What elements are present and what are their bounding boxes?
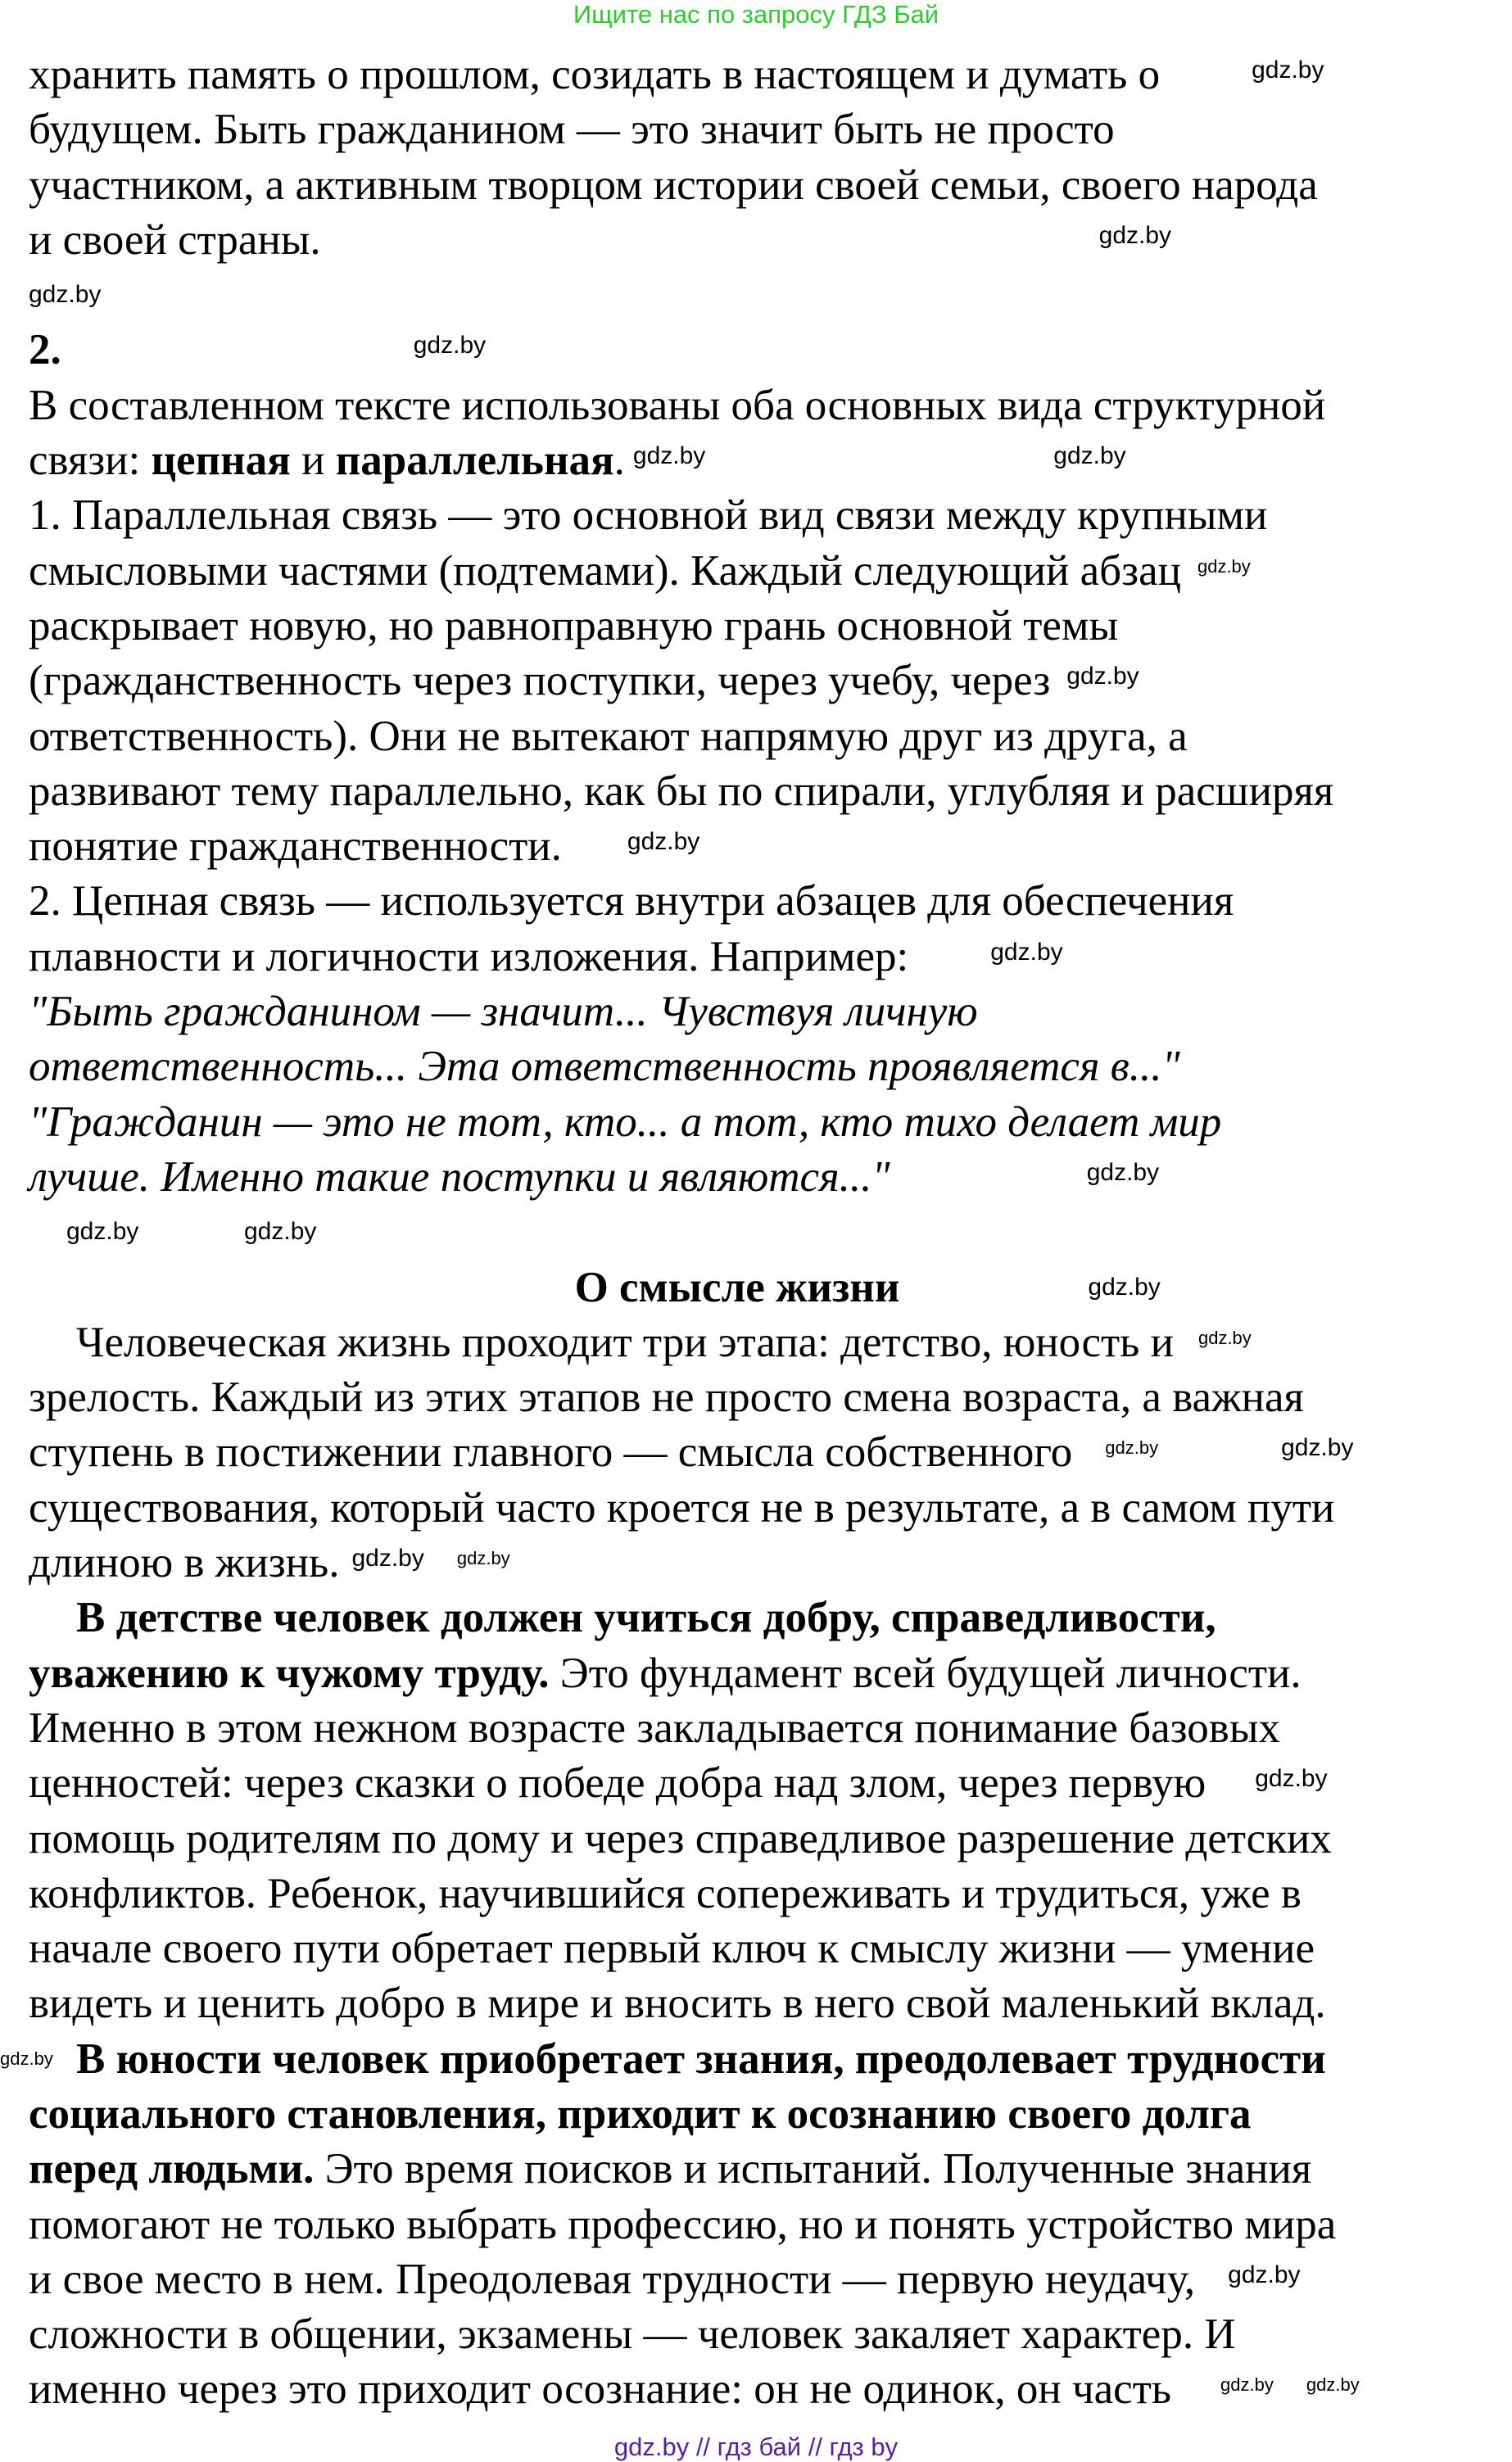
text-line xyxy=(29,1150,1159,1205)
bold-text: В юности человек приобретает знания, преодолевает трудности xyxy=(76,2034,1326,2083)
text-line xyxy=(29,1867,1301,1921)
watermark: gdz.by xyxy=(1197,555,1251,577)
text-line xyxy=(29,984,978,1039)
text-segment: ценностей: через сказки о победе добра над злом, через первую xyxy=(29,1759,1206,1808)
text-segment: и свое место в нем. Преодолевая трудности — первую неудачу, xyxy=(29,2255,1196,2303)
text-segment: Это фундамент всей будущей личности. xyxy=(549,1649,1301,1697)
section-heading xyxy=(574,1260,1161,1315)
text-segment: длиною в жизнь. xyxy=(29,1539,340,1587)
text-segment: Человеческая жизнь проходит три этапа: детство, юность и xyxy=(76,1318,1174,1366)
text-line xyxy=(29,930,1063,984)
text-segment: и своей страны. xyxy=(29,215,321,264)
text-segment: видеть и ценить добро в мире и вносить в него свой маленький вклад. xyxy=(29,1980,1326,2028)
watermark: gdz.by xyxy=(1197,1327,1252,1348)
watermark: gdz.by xyxy=(1098,221,1172,249)
text-line xyxy=(29,48,1324,102)
text-line xyxy=(29,1425,1353,1480)
text-segment: Именно в этом нежном возрасте закладывается понимание базовых xyxy=(29,1704,1280,1752)
text-segment: хранить память о прошлом, созидать в настоящем и думать о xyxy=(29,51,1161,98)
text-segment: плавности и логичности изложения. Например: xyxy=(29,932,909,980)
bold-text: перед людьми. xyxy=(29,2145,315,2193)
text-line xyxy=(29,158,1318,213)
watermark: gdz.by xyxy=(456,1547,510,1568)
text-line xyxy=(29,2362,1360,2417)
watermark: gdz.by xyxy=(1088,1273,1161,1301)
watermark: gdz.by xyxy=(29,281,102,309)
watermark: gdz.by xyxy=(1281,1434,1354,1462)
text-line xyxy=(29,1812,1332,1867)
text-segment: и xyxy=(290,437,336,485)
text-line xyxy=(29,599,1118,654)
italic-quote: "Быть гражданином — значит... Чувствуя личную xyxy=(29,988,978,1036)
text-segment: именно через это приходит осознание: он не одинок, он часть xyxy=(29,2365,1172,2414)
watermark: gdz.by xyxy=(1228,2261,1301,2288)
text-segment: развивают тему параллельно, как бы по спирали, углубляя и расширяя xyxy=(29,767,1334,815)
text-segment: будущем. Быть гражданином — это значит быть не просто xyxy=(29,106,1115,154)
italic-quote: "Гражданин — это не тот, кто... а тот, кто тихо делает мир xyxy=(29,1097,1222,1146)
text-segment: существования, который часто кроется не в результате, а в самом пути xyxy=(29,1483,1335,1532)
text-line xyxy=(29,2197,1336,2252)
text-line xyxy=(29,1536,510,1591)
text-line xyxy=(29,654,1139,708)
text-line xyxy=(29,1646,1301,1701)
site-footer: gdz.by // гдз бай // гдз by xyxy=(613,2433,899,2461)
bold-text: уважению к чужому труду. xyxy=(29,1649,550,1697)
bold-text: В детстве человек должен учиться добру, справедливости, xyxy=(76,1594,1216,1642)
bold-text: О смысле жизни xyxy=(574,1263,900,1311)
watermark: gdz.by xyxy=(1105,1437,1159,1459)
watermark: gdz.by xyxy=(1255,1765,1328,1793)
text-line xyxy=(29,213,1171,268)
text-line xyxy=(29,323,486,378)
watermark: gdz.by xyxy=(632,441,706,469)
text-line xyxy=(0,2032,1326,2087)
italic-quote: ответственность... Эта ответственность проявляется в..." xyxy=(29,1043,1180,1091)
text-segment: связи: xyxy=(29,437,152,485)
text-segment: помогают не только выбрать профессию, но и понять устройство мира xyxy=(29,2200,1337,2248)
text-line xyxy=(29,1756,1328,1811)
text-line xyxy=(29,544,1251,599)
text-line xyxy=(29,378,1325,433)
text-segment: ступень в постижении главного — смысла собственного xyxy=(29,1428,1073,1477)
watermark: gdz.by xyxy=(1306,2374,1360,2396)
watermark: gdz.by xyxy=(627,828,700,855)
text-line xyxy=(76,1315,1252,1370)
document-text xyxy=(0,48,1503,2418)
watermark: gdz.by xyxy=(1220,2374,1274,2396)
text-segment: смысловыми частями (подтемами). Каждый следующий абзац xyxy=(29,546,1181,595)
italic-quote: лучше. Именно такие поступки и являются..." xyxy=(29,1152,890,1201)
heading-row xyxy=(29,1260,1446,1315)
watermark: gdz.by xyxy=(1066,663,1139,690)
text-line xyxy=(29,2087,1252,2142)
text-line xyxy=(29,2252,1301,2307)
text-line xyxy=(29,102,1115,157)
text-line xyxy=(29,1095,1221,1150)
bold-text: параллельная xyxy=(335,437,614,485)
watermark: gdz.by xyxy=(0,2048,53,2069)
text-line xyxy=(29,709,1188,764)
text-segment: ответственность). Они не вытекают напрямую друг из друга, а xyxy=(29,712,1188,760)
text-segment: понятие гражданственности. xyxy=(29,822,562,871)
watermark: gdz.by xyxy=(351,1544,424,1572)
text-line xyxy=(29,874,1234,929)
bold-text: цепная xyxy=(151,437,291,485)
text-segment: сложности в общении, экзамены — человек закаляет характер. И xyxy=(29,2310,1236,2359)
text-segment: начале своего пути обретает первый ключ к смыслу жизни — умение xyxy=(29,1925,1315,1973)
text-segment: 1. Параллельная связь — это основной вид связи между крупными xyxy=(29,491,1268,540)
text-line xyxy=(29,433,1126,488)
text-line xyxy=(29,488,1267,543)
text-segment: (гражданственность через поступки, через учебу, через xyxy=(29,657,1051,705)
text-line xyxy=(29,1976,1326,2031)
search-hint-banner: Ищите нас по запросу ГДЗ Бай xyxy=(573,0,939,29)
watermark: gdz.by xyxy=(1252,56,1324,84)
text-segment: . xyxy=(613,437,625,485)
text-line xyxy=(29,1701,1280,1756)
text-segment: конфликтов. Ребенок, научившийся сопереживать и трудиться, уже в xyxy=(29,1869,1301,1917)
text-line xyxy=(29,764,1333,819)
text-line xyxy=(29,1039,1180,1094)
watermark: gdz.by xyxy=(413,332,487,360)
text-segment: 2. Цепная связь — используется внутри абзацев для обеспечения xyxy=(29,877,1234,926)
text-line xyxy=(76,1591,1216,1645)
text-segment: Это время поисков и испытаний. Полученные знания xyxy=(314,2145,1312,2193)
text-segment: раскрывает новую, но равноправную грань основной темы xyxy=(29,601,1119,649)
bold-text: 2. xyxy=(29,326,61,374)
text-segment: зрелость. Каждый из этих этапов не просто смена возраста, а важная xyxy=(29,1374,1304,1422)
watermark: gdz.by xyxy=(66,1218,139,1246)
text-line xyxy=(29,2142,1311,2197)
text-segment: В составленном тексте использованы оба основных вида структурной xyxy=(29,381,1326,429)
watermark: gdz.by xyxy=(1086,1158,1160,1186)
watermark: gdz.by xyxy=(990,938,1063,966)
text-segment: помощь родителям по дому и через справедливое разрешение детских xyxy=(29,1814,1332,1862)
text-line xyxy=(29,2307,1236,2362)
watermark: gdz.by xyxy=(1053,441,1126,469)
text-line xyxy=(29,819,699,874)
text-line xyxy=(29,1921,1315,1976)
text-line xyxy=(29,1370,1304,1425)
text-line xyxy=(29,1481,1334,1536)
text-segment: участником, а активным творцом истории своей семьи, своего народа xyxy=(29,161,1318,209)
watermark: gdz.by xyxy=(244,1218,317,1246)
bold-text: социального становления, приходит к осознанию своего долга xyxy=(29,2089,1252,2138)
